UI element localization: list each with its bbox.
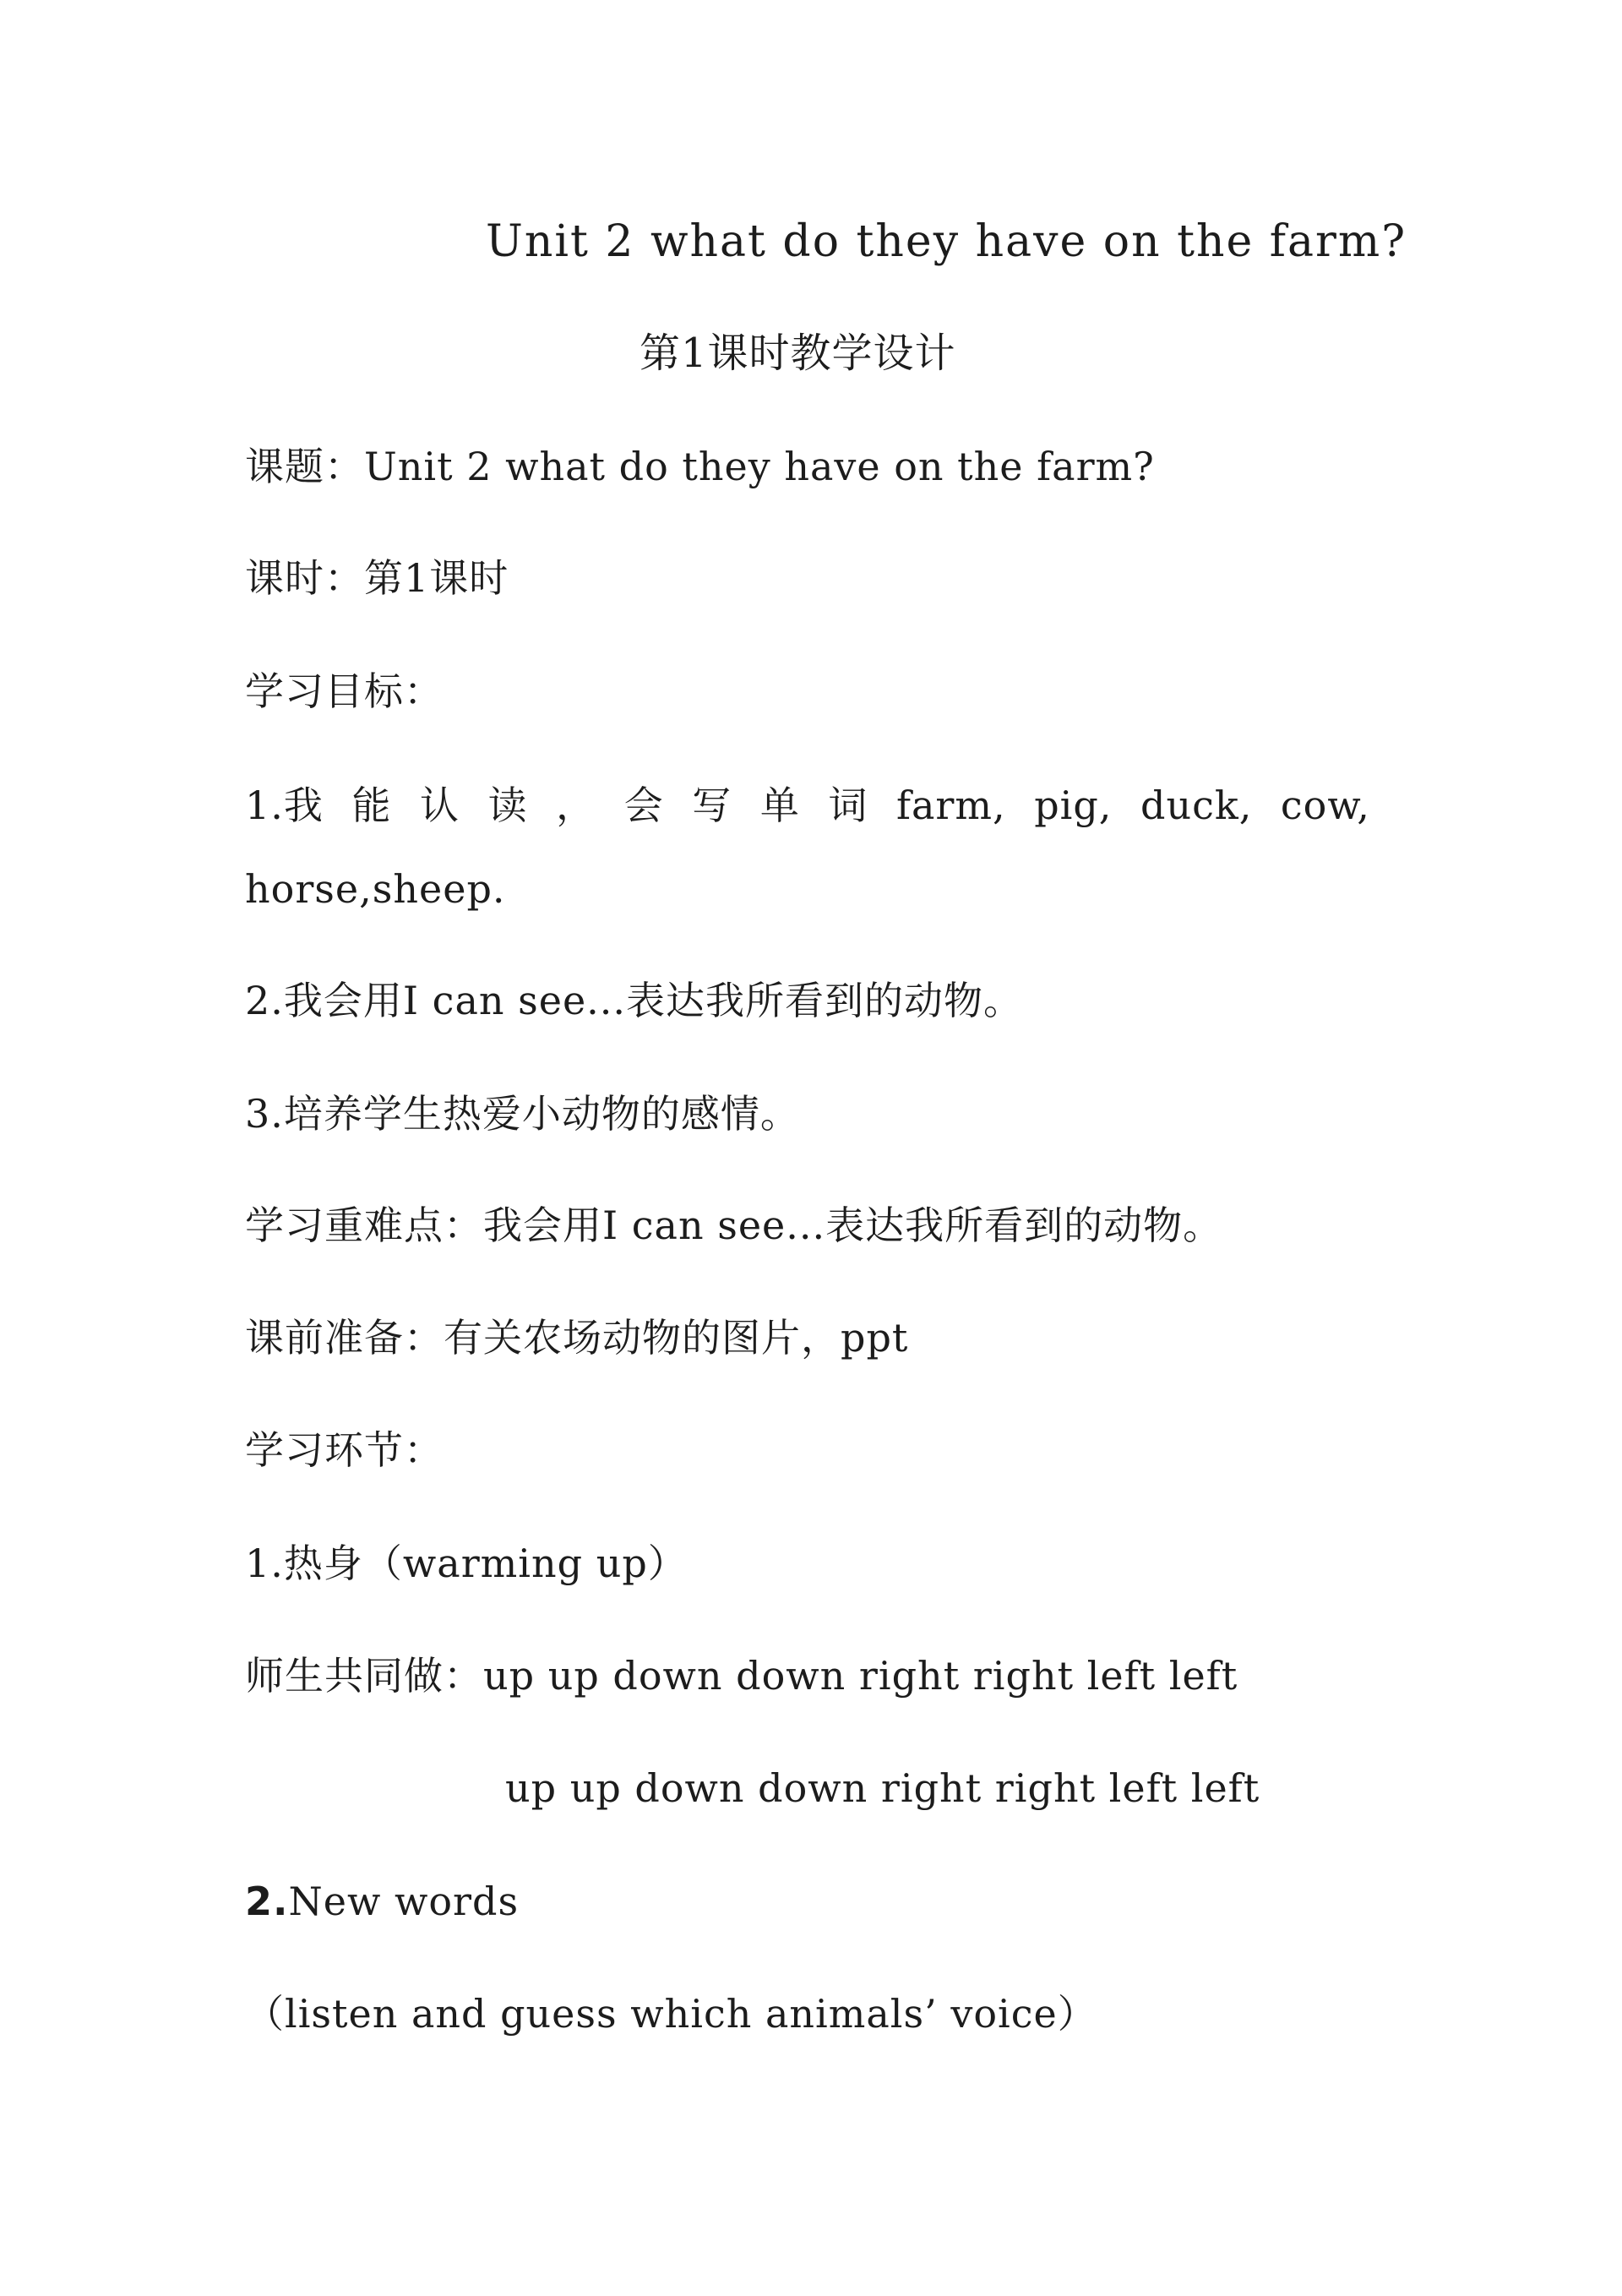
- step-2-number: 2.: [245, 1879, 289, 1924]
- objective-1-line-1: [245, 782, 1370, 829]
- preparation-line: 课前准备：有关农场动物的图片，ppt: [245, 1315, 909, 1361]
- objective-1-token: 会: [623, 783, 664, 828]
- step-2-heading: [245, 1878, 519, 1925]
- objectives-heading: 学习目标：: [245, 668, 444, 714]
- objective-1-token: 写: [692, 783, 732, 828]
- step-1-activity-line-2: up up down down right right left left: [505, 1765, 1260, 1811]
- objective-1-token: 1.我: [245, 783, 324, 828]
- step-1-activity-line-1: [245, 1652, 1238, 1699]
- step-1-activity-label: 师生共同做：: [245, 1653, 483, 1699]
- objective-1-token: duck,: [1140, 783, 1253, 828]
- objective-1-token: 能: [351, 783, 392, 828]
- objective-1-token: ，: [556, 783, 596, 828]
- step-1-heading: 1.热身（warming up）: [245, 1541, 688, 1586]
- step-2-text: New words: [288, 1879, 520, 1924]
- objective-1-token: farm,: [895, 783, 1006, 828]
- objective-1-token: 词: [828, 783, 868, 828]
- objective-1-token: 认: [420, 783, 460, 828]
- objective-2: 2.我会用I can see...表达我所看到的动物。: [245, 978, 1024, 1023]
- document-title-english: Unit 2 what do they have on the farm?: [486, 216, 1407, 267]
- objective-1-line-2: horse,sheep.: [245, 866, 506, 912]
- topic-line: 课题：Unit 2 what do they have on the farm?: [245, 444, 1155, 489]
- step-2-note: （listen and guess which animals’ voice）: [245, 1991, 1097, 2037]
- document-title-chinese: 第1课时教学设计: [640, 330, 956, 377]
- objective-3: 3.培养学生热爱小动物的感情。: [245, 1091, 800, 1137]
- period-line: 课时：第1课时: [245, 555, 509, 601]
- objective-1-token: cow,: [1280, 783, 1370, 828]
- objective-1-token: 单: [759, 783, 800, 828]
- objective-1-token: 读: [487, 783, 528, 828]
- key-points-line: 学习重难点：我会用I can see...表达我所看到的动物。: [245, 1203, 1223, 1248]
- step-1-activity-text: up up down down right right left left: [483, 1653, 1238, 1699]
- objective-1-token: pig,: [1034, 783, 1113, 828]
- steps-heading: 学习环节：: [245, 1427, 444, 1473]
